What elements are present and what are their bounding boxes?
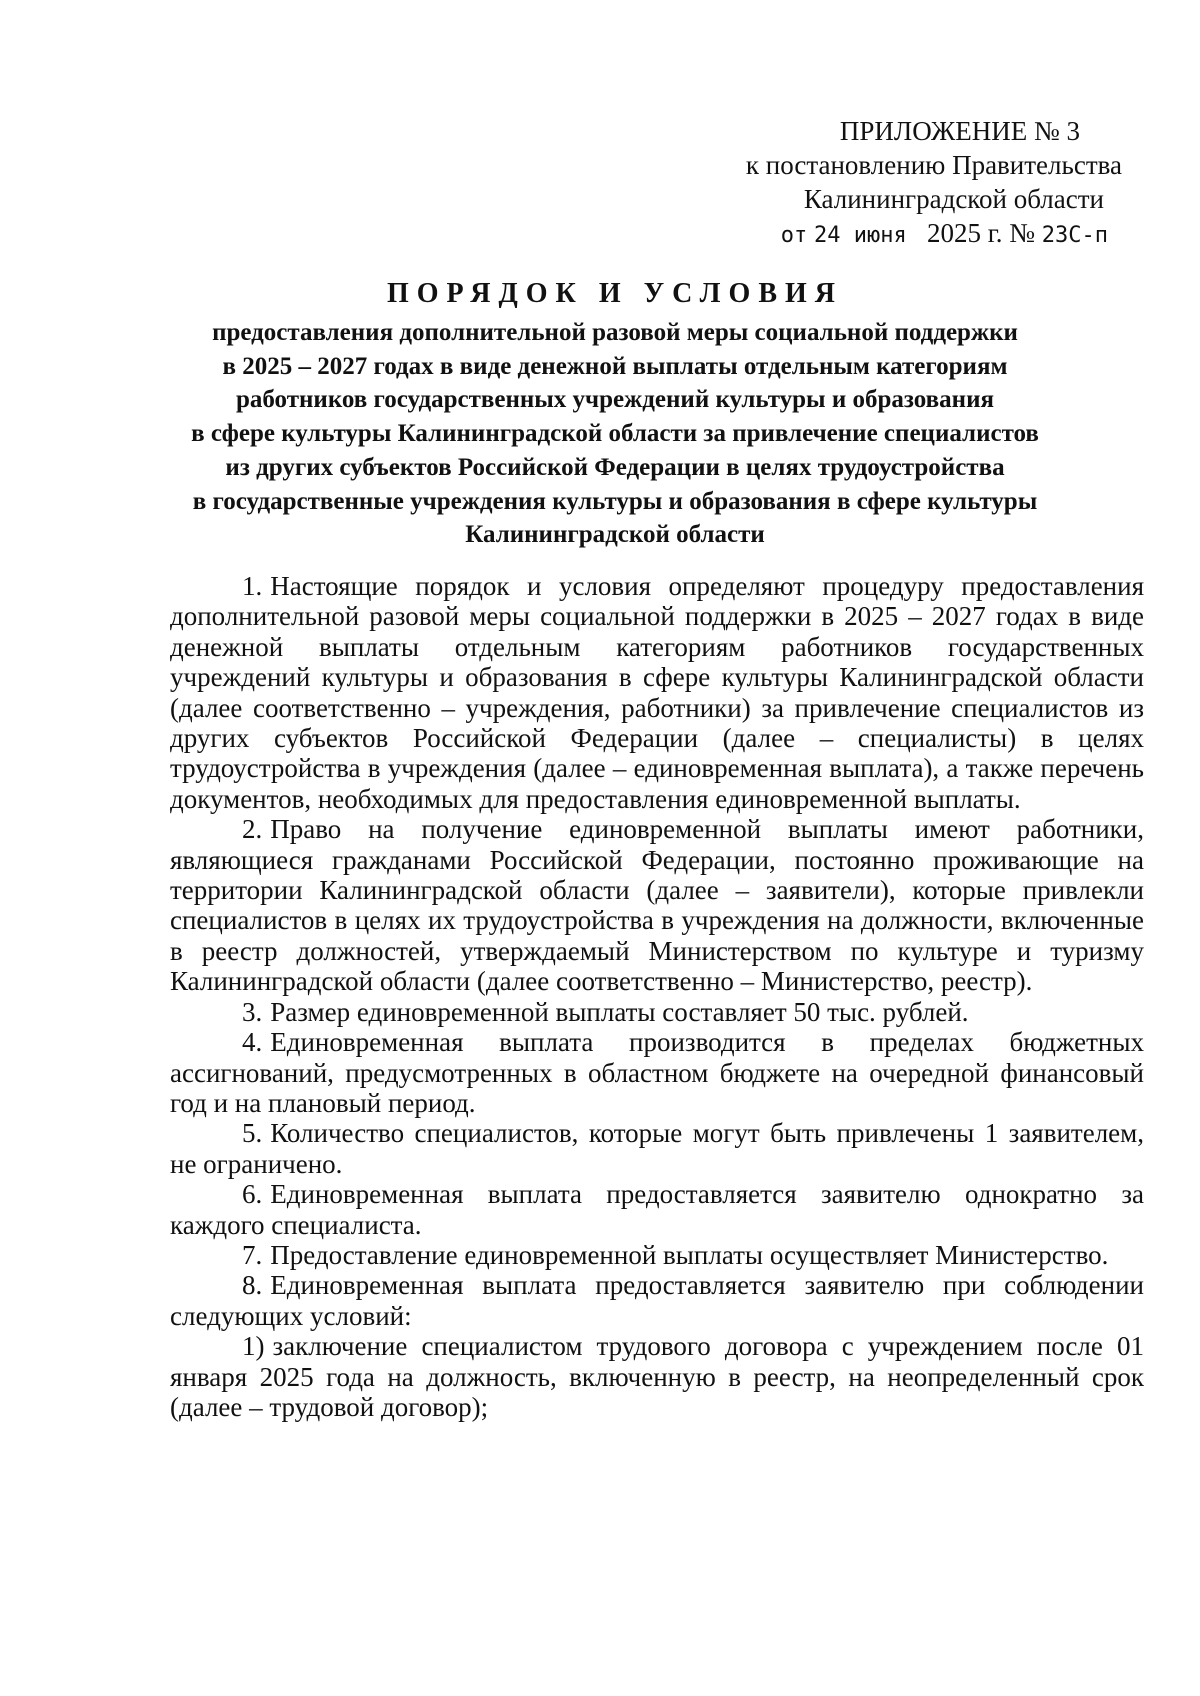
title-main: ПОРЯДОК И УСЛОВИЯ bbox=[386, 278, 843, 309]
document-title bbox=[150, 276, 1080, 552]
appendix-number: ПРИЛОЖЕНИЕ № 3 bbox=[839, 116, 1080, 146]
title-line: в государственные учреждения культуры и образования в сфере культуры bbox=[192, 487, 1038, 515]
document-number: 23С-п bbox=[1041, 223, 1108, 248]
paragraph-text: Единовременная выплата предоставляется заявителю однократно за каждого специалиста. bbox=[170, 1179, 1144, 1240]
appendix-region: Калининградской области bbox=[803, 184, 1104, 214]
paragraph-8 bbox=[170, 1270, 1144, 1331]
paragraph-text: Настоящие порядок и условия определяют процедуру предоставления дополнительной разовой меры социальной поддержки в 2025 – 2027 годах в виде денежной выплаты отдельным категориям работников государственных учреждений культуры и образования в сфере культуры Калининградской области (далее соответственно – учреждения, работники) за привлечение специалистов из других субъектов Российской Федерации (далее – специалисты) в целях трудоустройства в учреждения (далее – единовременная выплата), а также перечень документов, необходимых для предоставления единовременной выплаты. bbox=[170, 571, 1144, 814]
paragraph-text: Право на получение единовременной выплаты имеют работники, являющиеся гражданами Российской Федерации, постоянно проживающие на территории Калининградской области (далее – заявители), которые привлекли специалистов в целях их трудоустройства в учреждения на должности, включенные в реестр должностей, утверждаемый Министерством по культуре и туризму Калининградской области (далее соответственно – Министерство, реестр). bbox=[170, 814, 1144, 997]
title-subtitle bbox=[150, 316, 1080, 552]
title-line: в сфере культуры Калининградской области за привлечение специалистов bbox=[191, 420, 1039, 448]
paragraph-number: 4. bbox=[242, 1027, 263, 1058]
paragraph-3 bbox=[170, 997, 1144, 1027]
title-line: предоставления дополнительной разовой меры социальной поддержки bbox=[212, 319, 1018, 346]
title-line: работников государственных учреждений культуры и образования bbox=[235, 386, 994, 414]
paragraph-2 bbox=[170, 814, 1144, 996]
title-line: в 2025 – 2027 годах в виде денежной выплаты отдельным категориям bbox=[222, 352, 1008, 380]
paragraph-6 bbox=[170, 1179, 1144, 1240]
subparagraph-1 bbox=[170, 1331, 1144, 1422]
paragraph-number: 3. bbox=[242, 996, 263, 1027]
title-line: из других субъектов Российской Федерации в целях трудоустройства bbox=[225, 453, 1005, 481]
paragraph-number: 5. bbox=[242, 1118, 263, 1149]
paragraph-number: 6. bbox=[242, 1179, 263, 1210]
paragraph-4 bbox=[170, 1027, 1144, 1118]
paragraph-text: Предоставление единовременной выплаты осуществляет Министерство. bbox=[270, 1239, 1109, 1270]
appendix-header bbox=[662, 114, 1122, 253]
paragraph-text: Единовременная выплата производится в пределах бюджетных ассигнований, предусмотренных в областном бюджете на очередной финансовый год и на плановый период. bbox=[170, 1027, 1144, 1118]
paragraph-text: Единовременная выплата предоставляется заявителю при соблюдении следующих условий: bbox=[170, 1270, 1144, 1331]
paragraph-5 bbox=[170, 1118, 1144, 1179]
paragraph-number: 7. bbox=[242, 1239, 263, 1270]
paragraph-1 bbox=[170, 571, 1144, 814]
paragraph-text: Количество специалистов, которые могут быть привлечены 1 заявителем, не ограничено. bbox=[170, 1118, 1144, 1179]
paragraph-number: 1) bbox=[242, 1331, 265, 1362]
paragraph-text: заключение специалистом трудового договора с учреждением после 01 января 2025 года на должность, включенную в реестр, на неопределенный срок (далее – трудовой договор); bbox=[170, 1331, 1144, 1422]
date-prefix: от bbox=[780, 223, 808, 248]
paragraph-text: Размер единовременной выплаты составляет 50 тыс. рублей. bbox=[270, 996, 969, 1027]
paragraph-7 bbox=[170, 1240, 1144, 1270]
paragraph-number: 1. bbox=[242, 571, 263, 601]
date-year: 2025 г. № bbox=[926, 218, 1036, 248]
date-day-month: 24 июня bbox=[814, 223, 907, 248]
paragraph-number: 8. bbox=[242, 1270, 263, 1301]
paragraph-number: 2. bbox=[242, 814, 263, 845]
appendix-reference: к постановлению Правительства bbox=[745, 150, 1122, 180]
document-body bbox=[170, 571, 1144, 1422]
title-line: Калининградской области bbox=[465, 521, 765, 549]
appendix-date-line bbox=[662, 216, 1122, 253]
